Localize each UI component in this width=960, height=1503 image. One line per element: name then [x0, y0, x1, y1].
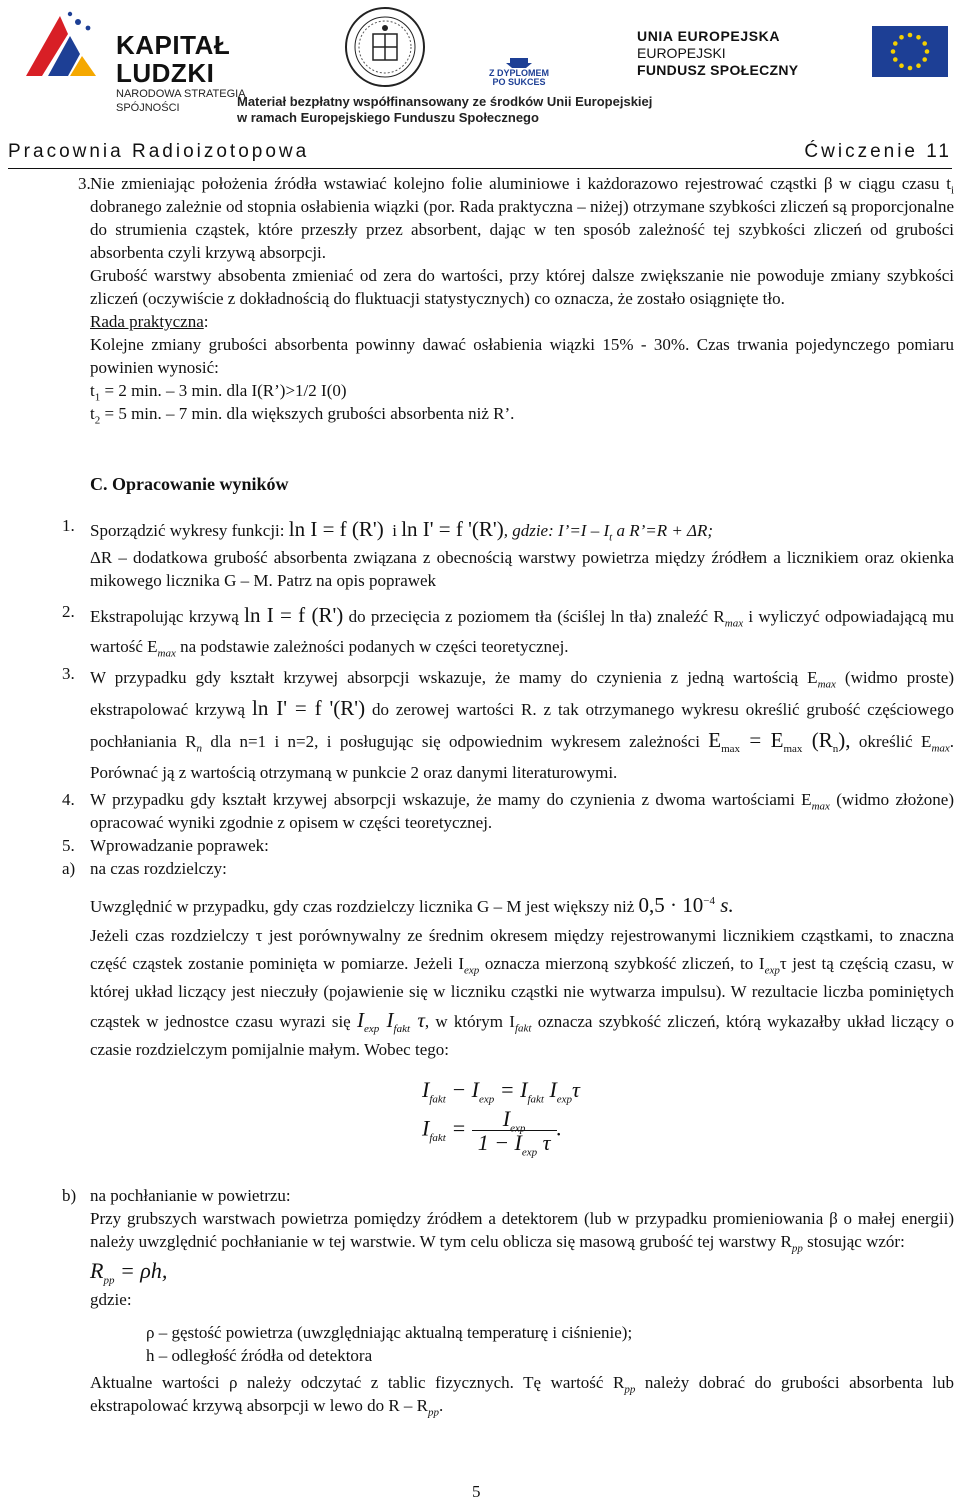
paragraph: Aktualne wartości ρ należy odczytać z tablic fizycznych. Tę wartość $R_{pp}$ należy dobrać do grubości absorbenta lub ekstrapolować krzywą absorpcji w lewo do R – $R_{pp}$. — [90, 1373, 954, 1419]
page-header — [0, 0, 960, 132]
zd-line1: Z DYPLOMEM — [489, 68, 549, 78]
list-item-1 — [62, 514, 954, 546]
page-number: 5 — [472, 1482, 481, 1501]
list-item-5 — [62, 834, 954, 857]
cofinancing-note — [237, 94, 652, 126]
ue-line3: FUNDUSZ SPOŁECZNY — [637, 62, 799, 78]
sub-item-a — [62, 857, 954, 880]
z-dyplomem-logo — [486, 58, 552, 86]
paragraph: Przy grubszych warstwach powietrza pomiędzy źródłem a detektorem (lub w przypadku promieniowania β o małej energii) należy uwzględnić pochłanianie w tej warstwie. W tym celu oblicza się masową grubość tej warstwy $R_{pp}$ stosując wzór: — [90, 1209, 954, 1255]
list-item-3 — [62, 172, 954, 425]
paragraph: na pochłanianie w powietrzu: — [90, 1186, 291, 1205]
list-item-3b — [62, 662, 954, 788]
definition-rho: ρ – gęstość powietrza (uwzględniając aktualną temperaturę i ciśnienie); — [146, 1323, 633, 1342]
cofinancing-line1: Materiał bezpłatny współfinansowany ze środków Unii Europejskiej — [237, 94, 653, 109]
paragraph: W przypadku gdy kształt krzywej absorpcji wskazuje, że mamy do czynienia z jedną wartością $E_{max}$ (widmo proste) ekstrapolować krzywą ln I' = f '(R') do zerowej wartości R. z tak otrzymanego wykresu określić grubość częściowego pochłaniania $R_n$ dla n=1 i n=2, i posługując się odpowiednim wykresem zależności $E_{max} = E_{max}$ $(R_n)$, określić $E_{max}$. Porównać ją z wartością otrzymaną w punkcie 2 oraz danymi literaturowymi. — [90, 668, 955, 782]
list-number: 3. — [62, 664, 75, 683]
paragraph: Jeżeli czas rozdzielczy τ jest porównywalny ze średnim okresem między rejestrowanymi licznikiem cząstkami, to znaczna część cząstek zostanie pominięta w pomiarze. Jeżeli $I_{exp}$ oznacza mierzoną szybkość zliczeń, to $I_{exp}\tau$ jest tą częścią czasu, w której układ liczący jest nieczuły (pojawienie się w liczniku cząstki nie wytwarza impulsu). W rezultacie liczba pominiętych cząstek w jednostce czasu wyrazi się $I_{exp}$ $I_{fakt}$ τ, w którym $I_{fakt}$ oznacza szybkość zliczeń, którą wykazałby układ liczący o czasie rozdzielczym pomijalnie małym. Wobec tego: — [90, 926, 955, 1059]
list-number: 5. — [62, 836, 75, 855]
paragraph: Kolejne zmiany grubości absorbenta powinny dawać osłabienia wiązki 15% - 30%. Czas trwania pojedynczego pomiaru powinien wynosić: — [90, 335, 954, 377]
fraction: $\frac{I_{exp}}{1 - I_{exp} \tau}$ — [472, 1107, 557, 1154]
kl-title: KAPITAŁ LUDZKI — [116, 30, 231, 88]
course-name: Pracownia Radioizotopowa — [8, 141, 310, 162]
sub-label: a) — [62, 859, 76, 878]
list-item-4 — [62, 788, 954, 834]
list-item-2 — [62, 600, 954, 662]
page-content — [62, 172, 954, 1417]
eu-flag — [872, 26, 948, 77]
eu-flag-icon — [872, 26, 948, 77]
zd-line2: PO SUKCES — [492, 77, 546, 86]
paragraph: gdzie: — [90, 1290, 132, 1309]
kapital-ludzki-logo — [8, 6, 308, 114]
kl-subtitle: NARODOWA STRATEGIA SPÓJNOŚCI — [116, 88, 245, 114]
exercise-number: Ćwiczenie 11 — [804, 141, 952, 162]
rada-label: Rada praktyczna: — [90, 312, 209, 331]
paragraph: Nie zmieniając położenia źródła wstawiać kolejno folie aluminiowe i każdorazowo rejestrować cząstki β w ciągu czasu $t_i$ dobranego zależnie od stopnia osłabienia wiązki (por. Rada praktyczna – niżej) otrzymane szybkości zliczeń są proporcjonalne do strumienia cząstek, które przeszły przez absorbent, dając w ten sposób zależność tej szybkości zliczeń od grubości absorbenta czyli krzywą absorpcji. — [90, 174, 954, 262]
header-rule — [8, 168, 952, 169]
list-number: 1. — [62, 516, 75, 535]
ue-line1: UNIA EUROPEJSKA — [637, 28, 781, 44]
t2-line: $t_2 = 5$ min. – 7 min. dla większych grubości absorbenta niż R’. — [90, 404, 515, 427]
equation-a: $I_{fakt} - I_{exp} = I_{fakt}$ $I_{exp}\tau$ — [422, 1077, 580, 1106]
paragraph: W przypadku gdy kształt krzywej absorpcji wskazuje, że mamy do czynienia z dwoma wartościami $E_{max}$ (widmo złożone) opracować wyniki zgodnie z opisem w części teoretycznej. — [90, 790, 955, 832]
sub-item-b — [62, 1184, 954, 1207]
paragraph: Grubość warstwy absobenta zmieniać od zera do wartości, przy której dalsze zwiększanie nie powoduje zmiany szybkości zliczeń (oczywiście z dokładnością do fluktuacji statystycznych) co oznacza, że zostało osiągnięte tło. — [90, 266, 954, 308]
definition-h: h – odległość źródła od detektora — [146, 1346, 373, 1365]
university-seal — [344, 6, 426, 94]
university-seal-icon — [344, 6, 426, 88]
equation-b: $I_{fakt}$ = $\frac{I_{exp}}{1 - I_{exp} \tau}$ . — [422, 1106, 562, 1159]
paragraph: Sporządzić wykresy funkcji: ln I = f (R') i ln I' = f '(R'), gdzie: I’=I – $I_t$ a R’=R + ΔR; — [90, 517, 714, 544]
paragraph: Uwzględnić w przypadku, gdy czas rozdzielczy licznika G – M jest większy niż $0,5 \cdot 10^{-4}$ s. — [90, 893, 734, 917]
list-number: 2. — [62, 602, 75, 621]
equation-rpp: $R_{pp} = \rho h$, — [90, 1258, 168, 1287]
paragraph: ΔR – dodatkowa grubość absorbenta związana z obecnością warstwy powietrza między źródłem a licznikiem oraz okienka mikowego licznika G – M. Patrz na opis poprawek — [90, 548, 954, 590]
paragraph: Ekstrapolując krzywą ln I = f (R') do przecięcia z poziomem tła (ściślej ln tła) znaleźć $R_{max}$ i wyliczyć odpowiadającą mu wartość $E_{max}$ na podstawie zależności podanych w części teoretycznej. — [90, 603, 955, 660]
paragraph: na czas rozdzielczy: — [90, 859, 227, 878]
t1-line: $t_1 = 2$ min. – 3 min. dla I(R’)>1/2 I(0) — [90, 381, 347, 404]
sub-label: b) — [62, 1186, 77, 1205]
cofinancing-line2: w ramach Europejskiego Funduszu Społecznego — [237, 110, 539, 125]
paragraph: Wprowadzanie poprawek: — [90, 836, 269, 855]
ue-line2: EUROPEJSKI — [637, 45, 726, 61]
ue-fund-label — [637, 28, 798, 79]
course-title-bar — [8, 140, 952, 164]
list-number: 3. — [78, 174, 91, 193]
list-number: 4. — [62, 790, 75, 809]
z-dyplomem-logo-icon — [486, 58, 552, 86]
section-heading: C. Opracowanie wyników — [90, 474, 289, 494]
kapital-ludzki-emblem-icon — [8, 6, 108, 86]
